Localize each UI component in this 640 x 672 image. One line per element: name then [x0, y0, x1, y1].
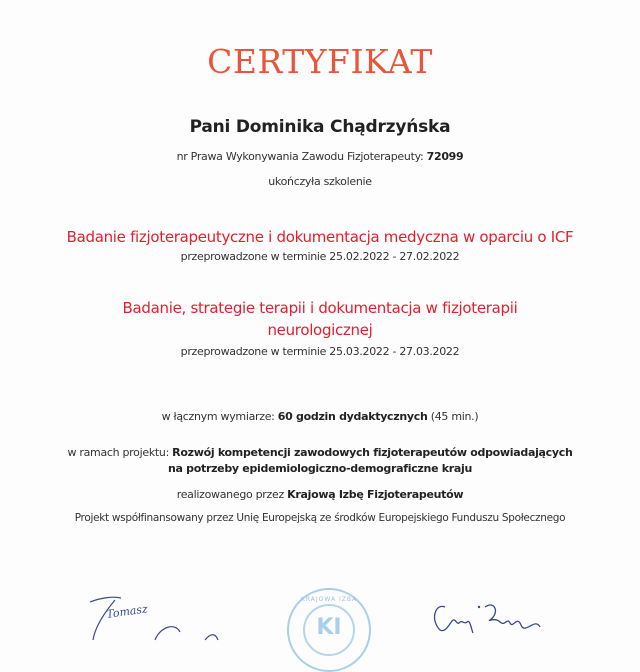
license-number: 72099: [426, 150, 464, 163]
course-2-title-line-2: neurologicznej: [267, 321, 373, 339]
stamp-ring-text: KRAJOWA IZBA: [300, 596, 358, 603]
project-name-line-1: Rozwój kompetencji zawodowych fizjoterapeutów odpowiadających: [172, 446, 573, 459]
svg-text:Tomasz: Tomasz: [105, 602, 149, 621]
hours-value: 60 godzin dydaktycznych: [277, 410, 428, 423]
project-name-line-2: na potrzeby epidemiologiczno-demograficzne kraju: [167, 462, 473, 475]
signature-right-icon: [425, 595, 585, 640]
stamp-logo: KI: [316, 615, 342, 640]
realized-org: Krajową Izbę Fizjoterapeutów: [287, 488, 464, 501]
realized-line: [0, 488, 640, 501]
certificate-title: CERTYFIKAT: [207, 42, 433, 81]
course-2-dates: przeprowadzone w terminie 25.03.2022 - 27.03.2022: [180, 345, 460, 358]
project-line-2: [0, 462, 640, 475]
hours-line: [0, 410, 640, 423]
project-line-1: [0, 446, 640, 459]
funding-text: Projekt współfinansowany przez Unię Europejską ze środków Europejskiego Funduszu Społecznego: [74, 512, 566, 524]
recipient-name: Pani Dominika Chądrzyńska: [189, 117, 451, 137]
hours-suffix: (45 min.): [427, 410, 479, 423]
course-1-dates: przeprowadzone w terminie 25.02.2022 - 27.02.2022: [180, 250, 460, 263]
course-1-title: Badanie fizjoterapeutyczne i dokumentacja medyczna w oparciu o ICF: [66, 228, 574, 246]
realized-prefix: realizowanego przez: [176, 488, 288, 501]
license-label: nr Prawa Wykonywania Zawodu Fizjoterapeuty:: [176, 150, 427, 163]
kif-stamp: [287, 588, 371, 672]
completed-text: ukończyła szkolenie: [268, 175, 372, 188]
hours-prefix: w łącznym wymiarze:: [161, 410, 278, 423]
signature-left-icon: [85, 592, 265, 642]
course-2-title-line-1: Badanie, strategie terapii i dokumentacja w fizjoterapii: [122, 299, 518, 317]
license-line: [0, 150, 640, 163]
project-prefix: w ramach projektu:: [67, 446, 173, 459]
